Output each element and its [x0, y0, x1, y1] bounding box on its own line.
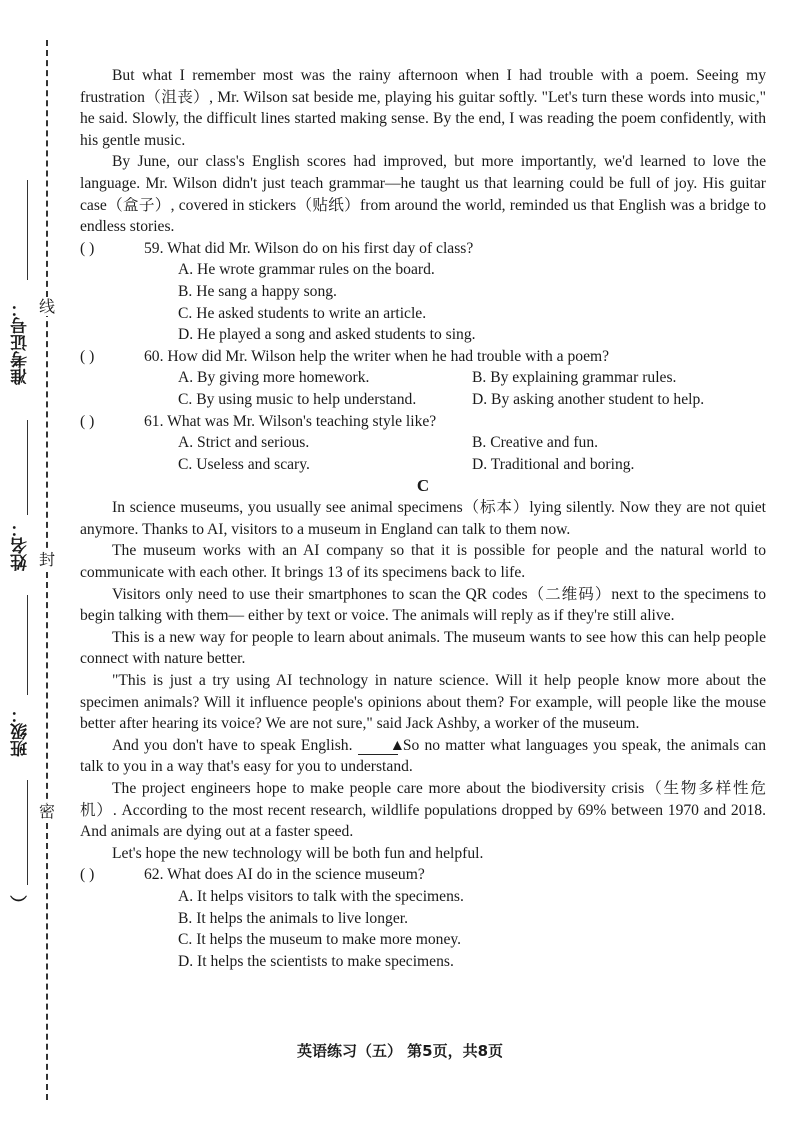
paragraph: The museum works with an AI company so that it is possible for people and the natural world to communicate with each other. It brings 13 of its specimens back to life. — [80, 542, 766, 582]
answer-paren[interactable]: ( ) — [80, 239, 95, 257]
name-label: 姓名： — [11, 520, 31, 571]
binding-char-mi: 密 — [38, 802, 55, 821]
page-content — [80, 65, 766, 972]
option: C. He asked students to write an article. — [178, 304, 427, 322]
option: C. By using music to help understand. — [178, 390, 417, 408]
option: A. He wrote grammar rules on the board. — [178, 261, 435, 279]
option: B. It helps the animals to live longer. — [178, 909, 408, 927]
blank-text-before: And you don't have to speak English. — [112, 736, 353, 754]
option: C. It helps the museum to make more money. — [178, 931, 462, 949]
binding-char-xian: 线 — [38, 297, 55, 316]
binding-char-feng: 封 — [38, 550, 55, 569]
option: A. By giving more homework. — [178, 369, 370, 387]
question-61 — [80, 411, 766, 476]
paragraph: By June, our class's English scores had improved, but more importantly, we'd learned to love the language. Mr. Wilson didn't just teach grammar—he taught us that learning could be full of joy. His guitar case（盒子）, covered in stickers（贴纸）from around the world, reminded us that English was a bridge to endless stories. — [80, 153, 766, 236]
option: D. He played a song and asked students to sing. — [178, 326, 476, 344]
answer-paren[interactable]: ( ) — [80, 347, 95, 365]
option: D. By asking another student to help. — [472, 390, 705, 408]
class-label: 班级： — [11, 706, 31, 757]
blank-text-after: So no matter what languages you speak, the animals can talk to you in a way that's easy for you to understand. — [80, 736, 766, 776]
option: A. Strict and serious. — [178, 434, 310, 452]
name-field — [8, 520, 34, 571]
option: D. It helps the scientists to make specimens. — [178, 952, 454, 970]
question-59 — [80, 238, 766, 346]
paragraph: This is a new way for people to learn about animals. The museum wants to see how this can help people connect with nature better. — [80, 628, 766, 668]
name-line[interactable] — [8, 420, 34, 515]
question-stem: 62. What does AI do in the science museum? — [144, 866, 425, 884]
paragraph-with-blank — [80, 735, 766, 778]
question-60 — [80, 346, 766, 411]
answer-paren[interactable]: ( ) — [80, 412, 95, 430]
paragraph: "This is just a try using AI technology in nature science. Will it help people know more about the specimen animals? Will it influence people's opinions about them? For example, will people like the mouse better after hearing its voice? We are not sure," said Jack Ashby, a worker of the museum. — [80, 672, 766, 733]
class-underline — [27, 595, 28, 695]
class-line[interactable] — [8, 595, 34, 695]
exam-number-line[interactable] — [8, 180, 34, 280]
option: D. Traditional and boring. — [472, 455, 635, 473]
paragraph: Let's hope the new technology will be both fun and helpful. — [112, 844, 484, 862]
bottom-underline — [27, 780, 28, 885]
question-62 — [80, 864, 766, 972]
page-footer: 英语练习（五） 第5页，共8页 — [296, 1042, 504, 1060]
question-stem: 60. How did Mr. Wilson help the writer when he had trouble with a poem? — [144, 347, 610, 365]
option: B. He sang a happy song. — [178, 282, 337, 300]
question-stem: 61. What was Mr. Wilson's teaching style like? — [144, 412, 437, 430]
paragraph: Visitors only need to use their smartphones to scan the QR codes（二维码）next to the specimens to begin talking with them— either by text or voice. The animals will reply as if they're still alive. — [80, 585, 766, 625]
paragraph: In science museums, you usually see animal specimens（标本）lying silently. Now they are not quiet anymore. Thanks to AI, visitors to a museum in England can talk to them now. — [80, 499, 766, 538]
paren-field — [8, 895, 34, 912]
option: A. It helps visitors to talk with the specimens. — [178, 887, 464, 905]
option: C. Useless and scary. — [178, 455, 310, 473]
question-stem: 59. What did Mr. Wilson do on his first day of class? — [144, 239, 474, 257]
option: B. Creative and fun. — [472, 434, 599, 452]
option: B. By explaining grammar rules. — [472, 369, 677, 387]
exam-number-underline — [27, 180, 28, 280]
paren-label: （ — [11, 895, 31, 912]
class-field — [8, 706, 34, 757]
exam-number-label: 准考证号： — [11, 300, 31, 385]
answer-blank[interactable]: ▲ — [358, 738, 398, 755]
answer-paren[interactable]: ( ) — [80, 866, 95, 884]
bottom-line[interactable] — [8, 780, 34, 885]
exam-number-field — [8, 300, 34, 385]
binding-margin — [0, 0, 62, 1132]
binding-dashed-line — [46, 40, 48, 1100]
paragraph: But what I remember most was the rainy afternoon when I had trouble with a poem. Seeing my frustration（沮丧）, Mr. Wilson sat beside me, playing his guitar softly. "Let's turn these words into music," he said. Slowly, the difficult lines started making sense. By the end, I was reading the poem confidently, with his gentle music. — [80, 67, 766, 149]
section-heading: C — [416, 476, 430, 496]
paragraph: The project engineers hope to make people care more about the biodiversity crisis（生物多样性危机）. According to the most recent research, wildlife populations dropped by 69% between 1970 and 2018. And animals are dying out at a faster speed. — [80, 780, 766, 841]
name-underline — [27, 420, 28, 515]
